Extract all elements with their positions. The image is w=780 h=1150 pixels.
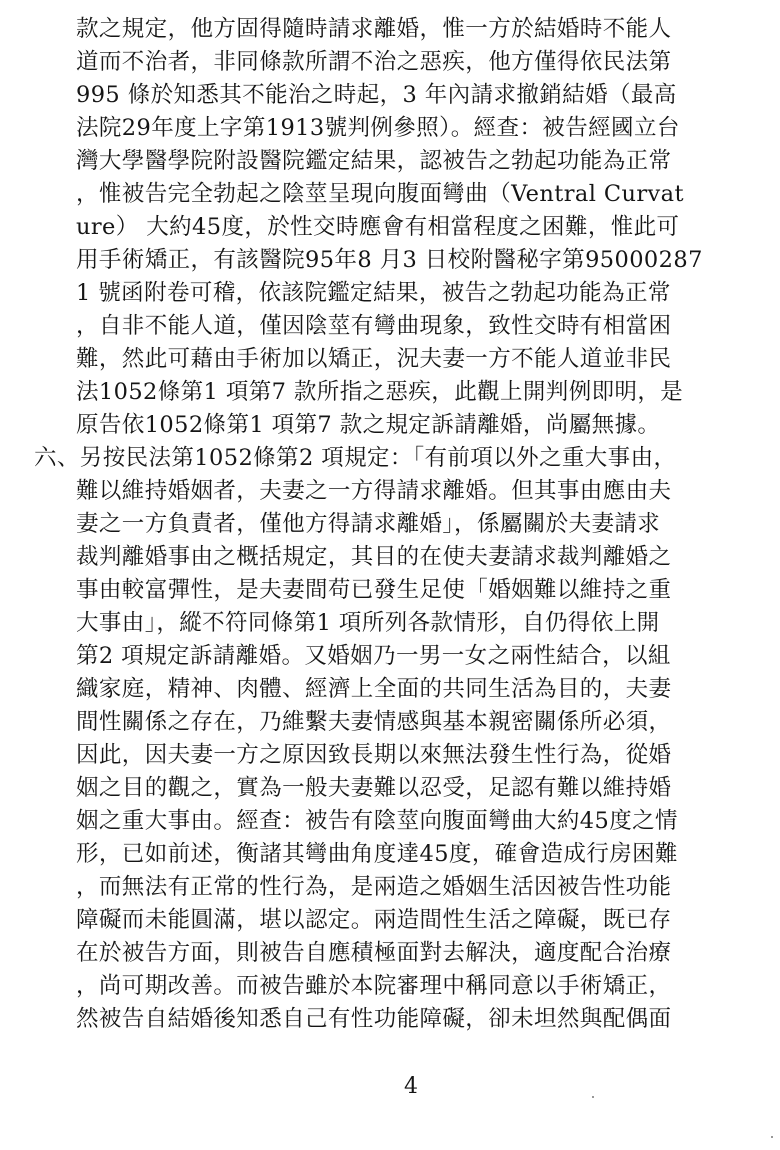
scan-speck: [771, 1136, 773, 1138]
text-line: ure） 大約45度，於性交時應會有相當程度之困難，惟此可: [76, 214, 680, 240]
section-heading-line: 六、另按民法第1052條第2 項規定：「有前項以外之重大事由，: [34, 445, 677, 471]
text-line: 大事由」，縱不符同條第1 項所列各款情形，自仍得依上開: [76, 610, 660, 636]
text-line: 障礙而未能圓滿，堪以認定。兩造間性生活之障礙，既已存: [76, 907, 672, 933]
text-line: 裁判離婚事由之概括規定，其目的在使夫妻請求裁判離婚之: [76, 544, 672, 570]
text-line: 款之規定，他方固得隨時請求離婚，惟一方於結婚時不能人: [76, 16, 672, 42]
text-line: ，惟被告完全勃起之陰莖呈現向腹面彎曲（Ventral Curvat: [76, 181, 684, 207]
text-line: ，尚可期改善。而被告雖於本院審理中稱同意以手術矯正，: [76, 973, 672, 999]
text-line: 995 條於知悉其不能治之時起，3 年內請求撤銷結婚（最高: [76, 82, 677, 108]
page-number: 4: [404, 1074, 418, 1099]
text-line: 法1052條第1 項第7 款所指之惡疾，此觀上開判例即明，是: [76, 379, 684, 405]
text-line: 姻之重大事由。經查：被告有陰莖向腹面彎曲大約45度之情: [76, 808, 678, 834]
text-line: 1 號函附卷可稽，依該院鑑定結果，被告之勃起功能為正常: [76, 280, 671, 306]
text-line: ，而無法有正常的性行為，是兩造之婚姻生活因被告性功能: [76, 874, 672, 900]
text-line: 織家庭，精神、肉體、經濟上全面的共同生活為目的，夫妻: [76, 676, 672, 702]
scan-speck: [592, 1096, 594, 1098]
text-line: 在於被告方面，則被告自應積極面對去解決，適度配合治療: [76, 940, 672, 966]
text-line: ，自非不能人道，僅因陰莖有彎曲現象，致性交時有相當困: [76, 313, 672, 339]
text-line: 第2 項規定訴請離婚。又婚姻乃一男一女之兩性結合，以組: [76, 643, 671, 669]
text-line: 難，然此可藉由手術加以矯正，況夫妻一方不能人道並非民: [76, 346, 672, 372]
text-line: 法院29年度上字第1913號判例參照）。經查：被告經國立台: [76, 115, 680, 141]
text-line: 間性關係之存在，乃維繫夫妻情感與基本親密關係所必須，: [76, 709, 672, 735]
text-line: 灣大學醫學院附設醫院鑑定結果，認被告之勃起功能為正常: [76, 148, 672, 174]
text-line: 原告依1052條第1 項第7 款之規定訴請離婚，尚屬無據。: [76, 412, 661, 438]
text-line: 妻之一方負責者，僅他方得請求離婚」，係屬關於夫妻請求: [76, 511, 661, 537]
text-line: 姻之目的觀之，實為一般夫妻難以忍受，足認有難以維持婚: [76, 775, 672, 801]
text-line: 用手術矯正，有該醫院95年8 月3 日校附醫秘字第95000287: [76, 247, 703, 273]
text-line: 因此，因夫妻一方之原因致長期以來無法發生性行為，從婚: [76, 742, 672, 768]
text-line: 然被告自結婚後知悉自己有性功能障礙，卻未坦然與配偶面: [76, 1006, 672, 1032]
text-line: 道而不治者，非同條款所謂不治之惡疾，他方僅得依民法第: [76, 49, 672, 75]
text-line: 形，已如前述，衡諸其彎曲角度達45度，確會造成行房困難: [76, 841, 678, 867]
text-line: 事由較富彈性，是夫妻間苟已發生足使「婚姻難以維持之重: [76, 577, 672, 603]
text-line: 難以維持婚姻者，夫妻之一方得請求離婚。但其事由應由夫: [76, 478, 672, 504]
